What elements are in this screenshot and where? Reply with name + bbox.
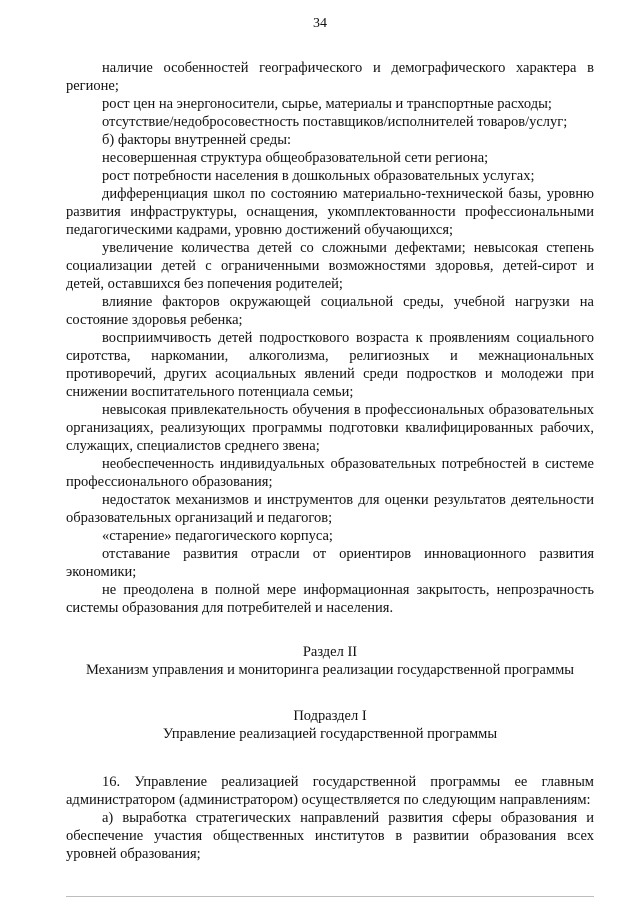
- list-item: отсутствие/недобросовестность поставщиков/исполнителей товаров/услуг;: [102, 114, 568, 130]
- page-bottom-rule: [66, 896, 594, 897]
- list-item: восприимчивость детей подросткового возраста к проявлениям социального сиротства, наркомании, алкоголизма, религиозных и межнациональных противоречий, других асоциальных явлений среди подростков и молодежи при снижении воспитательного потенциала семьи;: [66, 330, 594, 400]
- numbered-paragraph: 16. Управление реализацией государственной программы ее главным администратором (администратором) осуществляется по следующим направлениям:: [66, 774, 594, 808]
- factors-list: [66, 59, 594, 617]
- list-item: необеспеченность индивидуальных образовательных потребностей в системе профессионального образования;: [66, 456, 594, 490]
- list-item: отставание развития отрасли от ориентиров инновационного развития экономики;: [66, 546, 594, 580]
- subsection-label: Подраздел I: [293, 708, 367, 724]
- list-item: влияние факторов окружающей социальной среды, учебной нагрузки на состояние здоровья ребенка;: [66, 294, 594, 328]
- list-item: рост потребности населения в дошкольных образовательных услугах;: [102, 168, 535, 184]
- document-body: [66, 59, 594, 863]
- list-item: рост цен на энергоносители, сырье, материалы и транспортные расходы;: [102, 96, 552, 112]
- list-item: наличие особенностей географического и демографического характера в регионе;: [66, 60, 594, 94]
- section-title: Механизм управления и мониторинга реализации государственной программы: [85, 662, 575, 678]
- list-item: невысокая привлекательность обучения в профессиональных образовательных организациях, реализующих программы подготовки квалифицированных рабочих, служащих, специалистов среднего звена;: [66, 402, 594, 454]
- list-item: увеличение количества детей со сложными дефектами; невысокая степень социализации детей с ограниченными возможностями здоровья, детей-сирот и детей, оставшихся без попечения родителей;: [66, 240, 594, 292]
- list-item: дифференциация школ по состоянию материально-технической базы, уровню развития инфраструктуры, оснащения, укомплектованности профессиональными педагогическими кадрами, уровню достижений обучающихся;: [66, 186, 594, 238]
- body-paragraph: а) выработка стратегических направлений развития сферы образования и обеспечение участия общественных институтов в развитии образования всех уровней образования;: [66, 810, 594, 862]
- section-label: Раздел II: [302, 644, 358, 660]
- list-item: недостаток механизмов и инструментов для оценки результатов деятельности образовательных организаций и педагогов;: [66, 492, 594, 526]
- list-item: не преодолена в полной мере информационная закрытость, непрозрачность системы образования для потребителей и населения.: [66, 582, 594, 616]
- subsection-title: Управление реализацией государственной программы: [162, 726, 498, 742]
- list-item: б) факторы внутренней среды:: [102, 132, 292, 148]
- list-item: несовершенная структура общеобразовательной сети региона;: [102, 150, 489, 166]
- page-number: 34: [313, 16, 327, 31]
- list-item: «старение» педагогического корпуса;: [102, 528, 333, 544]
